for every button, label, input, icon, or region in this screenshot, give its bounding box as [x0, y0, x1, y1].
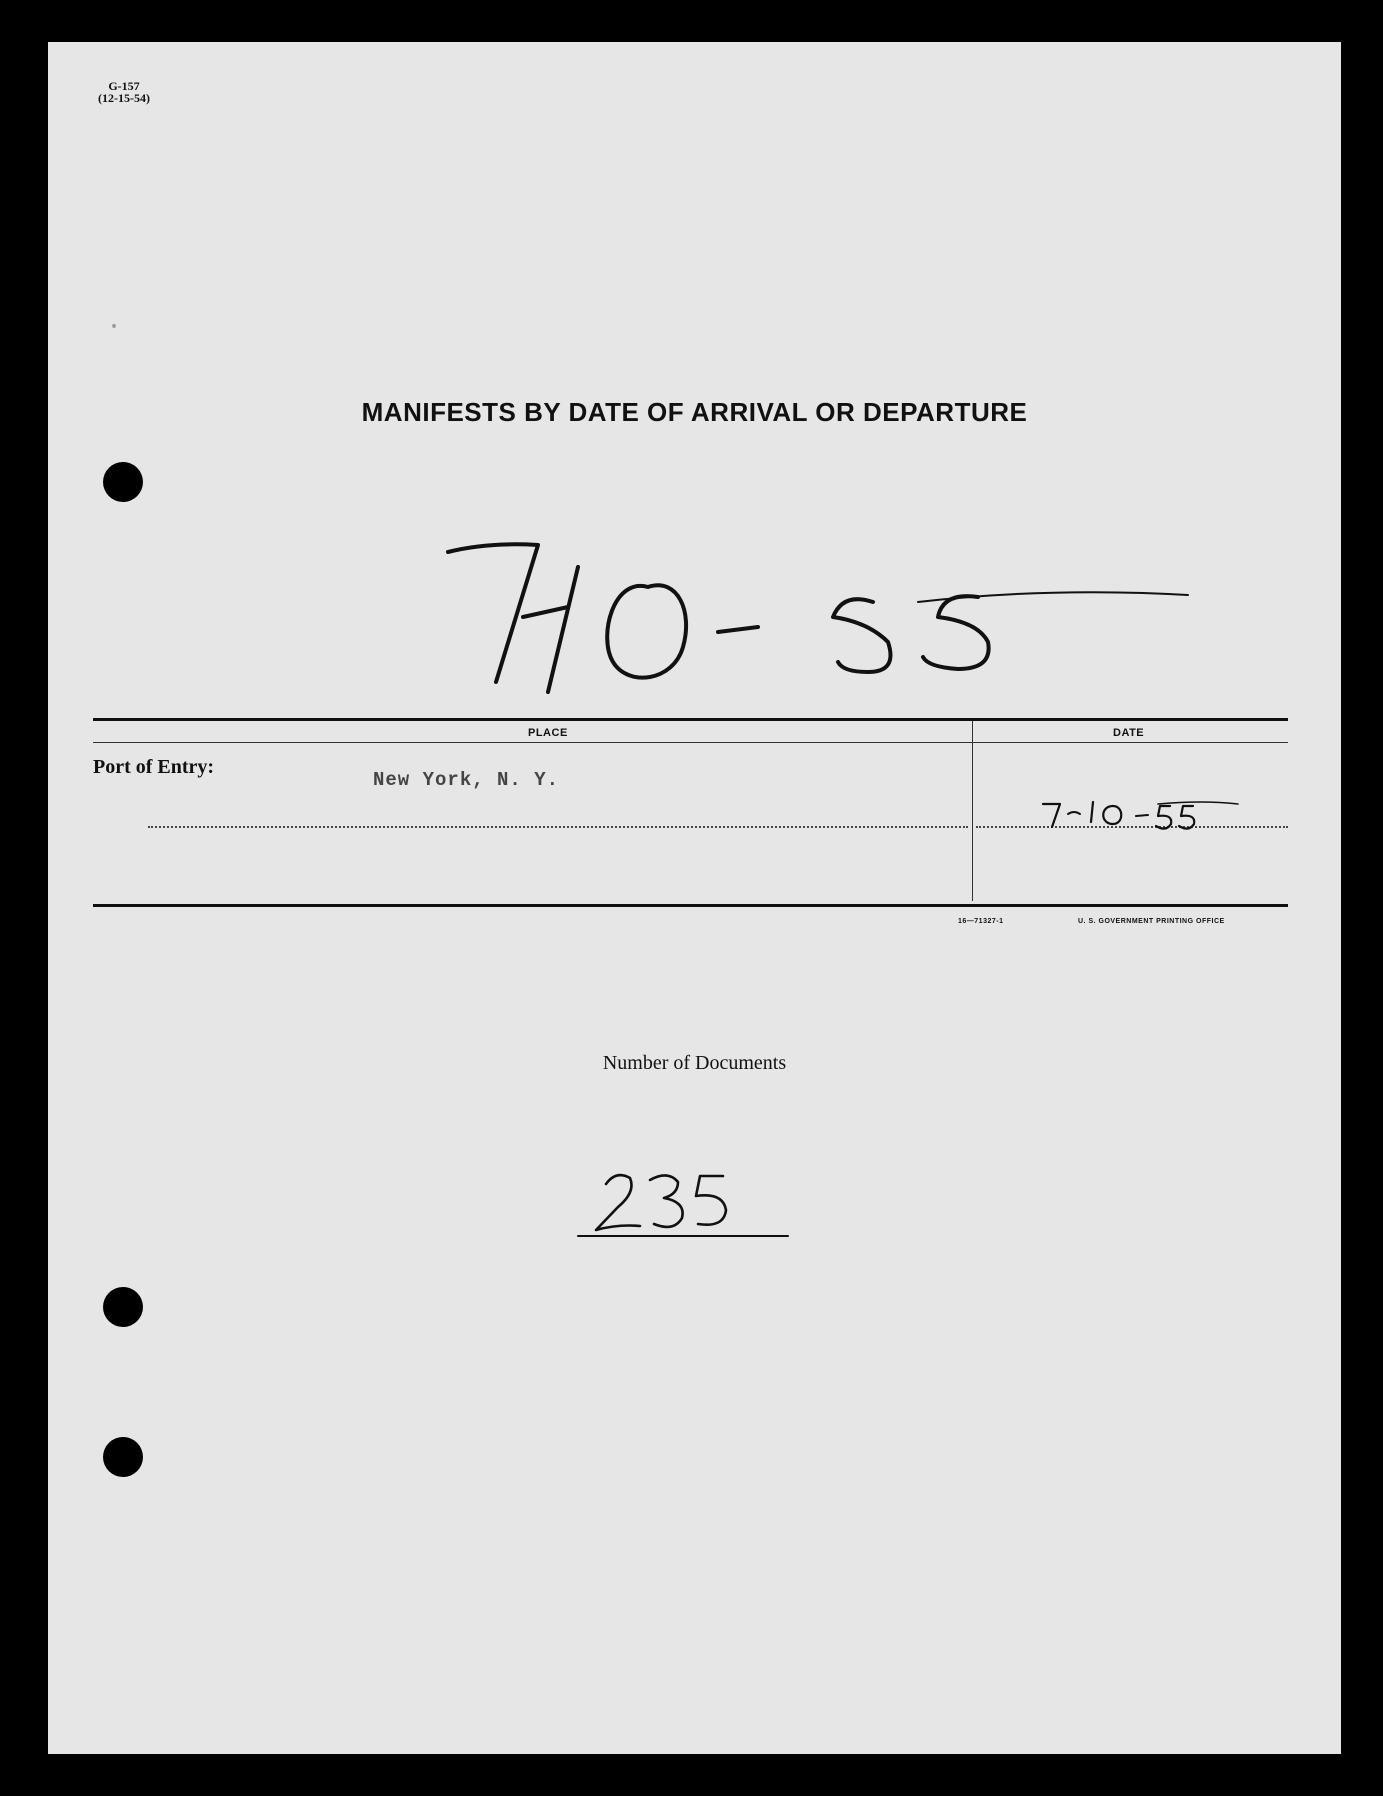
- handwritten-entry-date-text: [48, 42, 49, 43]
- form-revision: (12-15-54): [98, 91, 150, 105]
- handwritten-date-large-text: [48, 42, 49, 43]
- port-of-entry-label: Port of Entry:: [93, 756, 215, 778]
- port-of-entry-value: New York, N. Y.: [373, 769, 560, 791]
- handwritten-entry-date: [1038, 792, 1258, 842]
- punch-hole-middle: [103, 1287, 143, 1327]
- place-entry-line: [148, 826, 968, 828]
- place-column-header: PLACE: [528, 727, 568, 739]
- column-divider: [972, 721, 973, 901]
- manifest-form-sheet: [48, 42, 1341, 1754]
- printer-code: 16—71327-1: [958, 918, 1004, 925]
- header-bottom-rule: [93, 742, 1288, 743]
- punch-hole-top: [103, 462, 143, 502]
- punch-hole-bottom: [103, 1437, 143, 1477]
- date-column-header: DATE: [1113, 727, 1145, 739]
- form-code: [98, 80, 150, 104]
- document-count: [578, 1162, 818, 1242]
- stray-mark: ⸳: [110, 306, 119, 339]
- number-of-documents-label: Number of Documents: [602, 1052, 787, 1074]
- table-top-rule: [93, 718, 1288, 721]
- document-count-text: [48, 42, 49, 43]
- form-number: G-157: [108, 79, 140, 93]
- form-title: MANIFESTS BY DATE OF ARRIVAL OR DEPARTURE: [361, 397, 1028, 427]
- handwritten-date-large: [418, 497, 1198, 697]
- printer-office: U. S. GOVERNMENT PRINTING OFFICE: [1078, 918, 1225, 925]
- table-bottom-rule: [93, 904, 1288, 907]
